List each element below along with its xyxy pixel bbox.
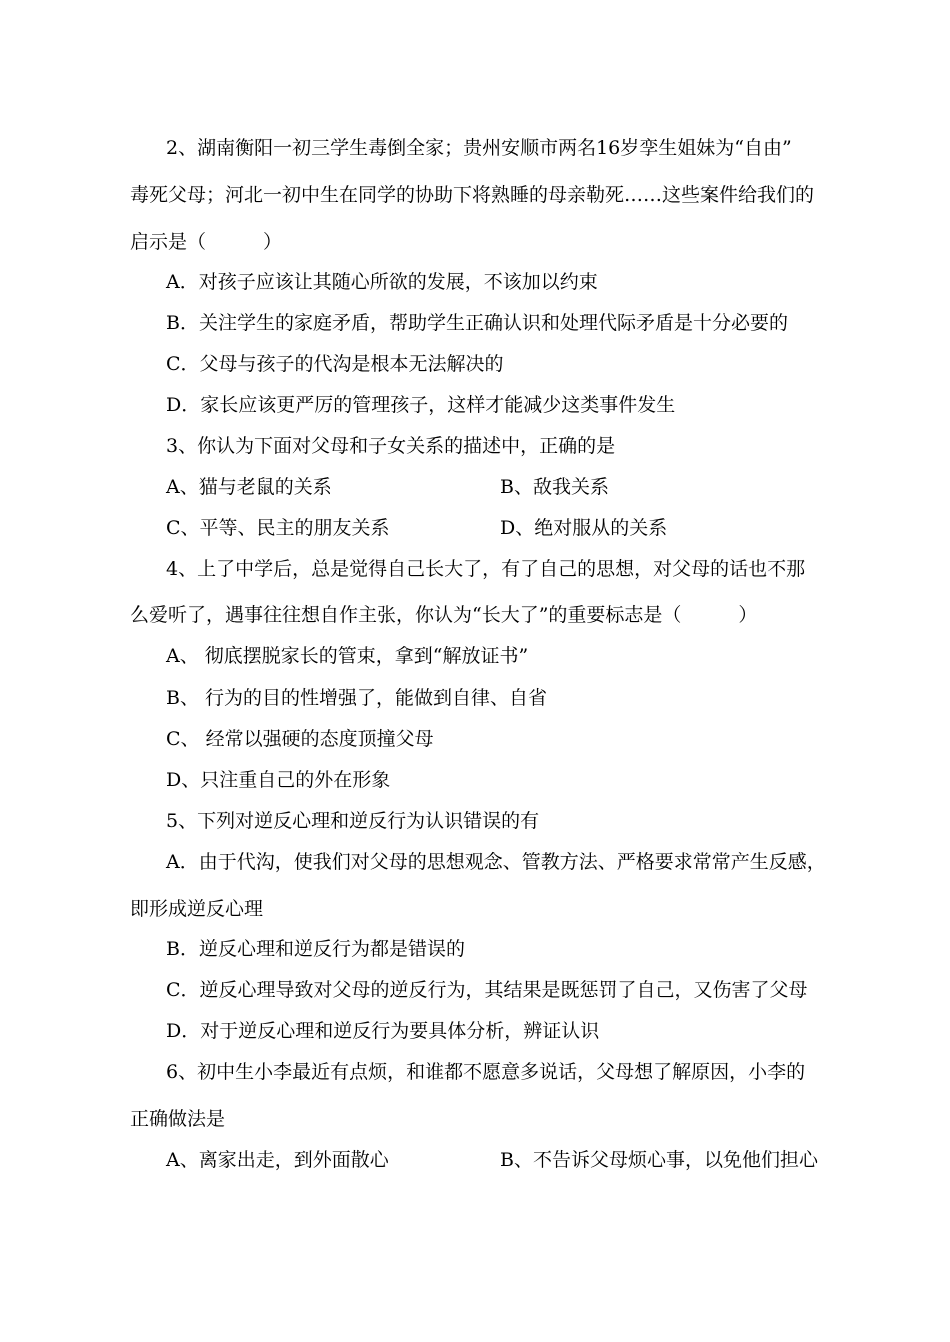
- question-2-option-a: A．对孩子应该让其随心所欲的发展，不该加以约束: [166, 271, 598, 293]
- question-2-text-line-2: 毒死父母；河北一初中生在同学的协助下将熟睡的母亲勒死……这些案件给我们的: [130, 184, 815, 206]
- question-6-option-a: A、离家出走，到外面散心: [166, 1149, 389, 1171]
- question-2-option-c: C．父母与孩子的代沟是根本无法解决的: [166, 353, 504, 375]
- question-4-option-d: D、只注重自己的外在形象: [166, 769, 391, 791]
- question-4-option-b: B、 行为的目的性增强了，能做到自律、自省: [166, 687, 548, 709]
- question-4-text-line-2: 么爱听了，遇事往往想自作主张，你认为“长大了”的重要标志是（ ）: [130, 604, 758, 626]
- question-5-option-d: D．对于逆反心理和逆反行为要具体分析，辨证认识: [166, 1020, 600, 1042]
- question-5-option-b: B．逆反心理和逆反行为都是错误的: [166, 938, 465, 960]
- question-3-option-a: A、猫与老鼠的关系: [166, 476, 332, 498]
- question-4-option-a: A、 彻底摆脱家长的管束，拿到“解放证书”: [166, 645, 529, 667]
- question-6-text-line-1: 6、初中生小李最近有点烦，和谁都不愿意多说话，父母想了解原因，小李的: [166, 1061, 806, 1083]
- question-2-text-line-1: 2、湖南衡阳一初三学生毒倒全家；贵州安顺市两名16岁孪生姐妹为“自由”: [166, 137, 792, 159]
- question-3-option-b: B、敌我关系: [500, 476, 609, 498]
- question-6-text-line-2: 正确做法是: [130, 1108, 226, 1130]
- question-3-option-d: D、绝对服从的关系: [500, 517, 668, 539]
- question-5-option-a: A．由于代沟，使我们对父母的思想观念、管教方法、严格要求常常产生反感，: [166, 851, 826, 873]
- question-6-option-b: B、不告诉父母烦心事，以免他们担心: [500, 1149, 818, 1171]
- question-3-text-line-1: 3、你认为下面对父母和子女关系的描述中，正确的是: [166, 435, 616, 457]
- question-5-option-a-continued: 即形成逆反心理: [130, 898, 264, 920]
- question-4-option-c: C、 经常以强硬的态度顶撞父母: [166, 728, 434, 750]
- question-3-option-c: C、平等、民主的朋友关系: [166, 517, 390, 539]
- question-5-option-c: C．逆反心理导致对父母的逆反行为，其结果是既惩罚了自己，又伤害了父母: [166, 979, 808, 1001]
- question-4-text-line-1: 4、上了中学后，总是觉得自己长大了，有了自己的思想，对父母的话也不那: [166, 558, 806, 580]
- question-5-text-line-1: 5、下列对逆反心理和逆反行为认识错误的有: [166, 810, 540, 832]
- question-2-option-b: B．关注学生的家庭矛盾，帮助学生正确认识和处理代际矛盾是十分必要的: [166, 312, 788, 334]
- question-2-option-d: D．家长应该更严厉的管理孩子，这样才能减少这类事件发生: [166, 394, 676, 416]
- question-2-text-line-3: 启示是（ ）: [130, 231, 283, 253]
